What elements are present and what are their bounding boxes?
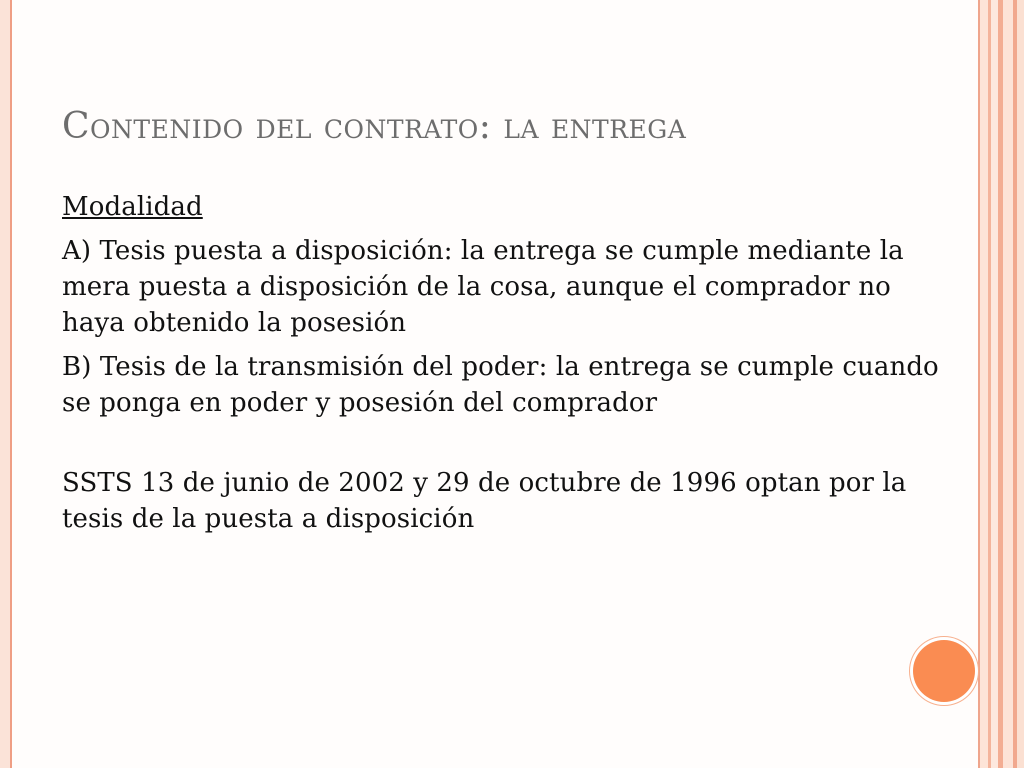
slide-title: Contenido del contrato: la entrega: [62, 106, 687, 147]
left-decorative-line: [10, 0, 12, 768]
left-decorative-band: [0, 0, 10, 768]
right-stripe: [980, 0, 988, 768]
decorative-circle: [913, 640, 975, 702]
paragraph-b: B) Tesis de la transmisión del poder: la entrega se cumple cuando se ponga en poder y posesión del comprador: [62, 352, 939, 418]
footnote-paragraph: SSTS 13 de junio de 2002 y 29 de octubre de 1996 optan por la tesis de la puesta a disposición: [62, 468, 907, 534]
spacer: [62, 429, 962, 465]
slide-body: [62, 189, 962, 545]
subheading: Modalidad: [62, 192, 203, 222]
right-stripe: [1017, 0, 1024, 768]
right-stripe: [1003, 0, 1013, 768]
right-stripe: [991, 0, 998, 768]
paragraph-a: A) Tesis puesta a disposición: la entrega se cumple mediante la mera puesta a disposición de la cosa, aunque el comprador no haya obtenido la posesión: [62, 236, 904, 338]
